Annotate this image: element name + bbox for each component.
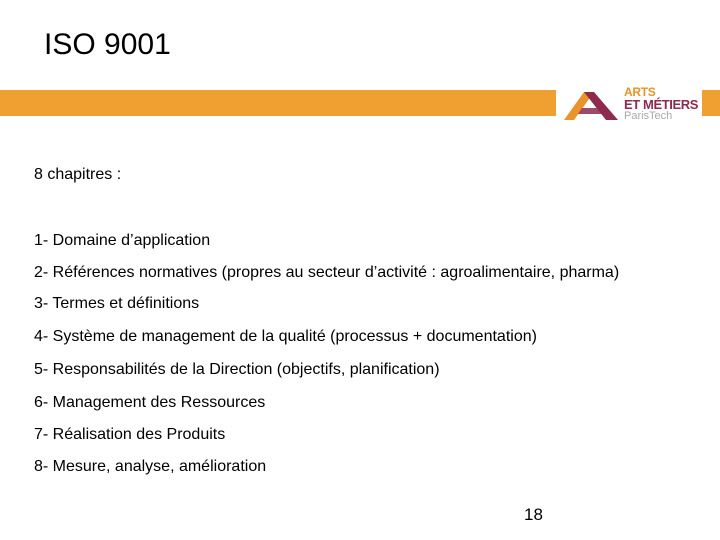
chapter-item: 6- Management des Ressources — [34, 394, 266, 411]
intro-text: 8 chapitres : — [34, 166, 122, 183]
header-accent-band — [0, 90, 556, 116]
logo-text-paristech: ParisTech — [624, 110, 673, 122]
chapter-item: 2- Références normatives (propres au secteur d’activité : agroalimentaire, pharma) — [34, 264, 620, 281]
header-accent-band-end — [702, 90, 720, 116]
chapter-item: 5- Responsabilités de la Direction (objectifs, planification) — [34, 361, 440, 378]
page-number: 18 — [524, 505, 543, 524]
chapter-item: 4- Système de management de la qualité (processus + documentation) — [34, 328, 537, 345]
chapter-item: 1- Domaine d’application — [34, 232, 211, 249]
logo-text-et-metiers: ET MÉTIERS — [624, 97, 699, 112]
chapter-item: 7- Réalisation des Produits — [34, 426, 226, 443]
arts-et-metiers-logo — [560, 86, 700, 122]
chapter-item: 8- Mesure, analyse, amélioration — [34, 458, 267, 475]
logo-mark-icon — [560, 86, 622, 122]
slide-title: ISO 9001 — [44, 28, 171, 61]
chapter-item: 3- Termes et définitions — [34, 295, 200, 312]
logo-text-arts: ARTS — [624, 85, 656, 99]
